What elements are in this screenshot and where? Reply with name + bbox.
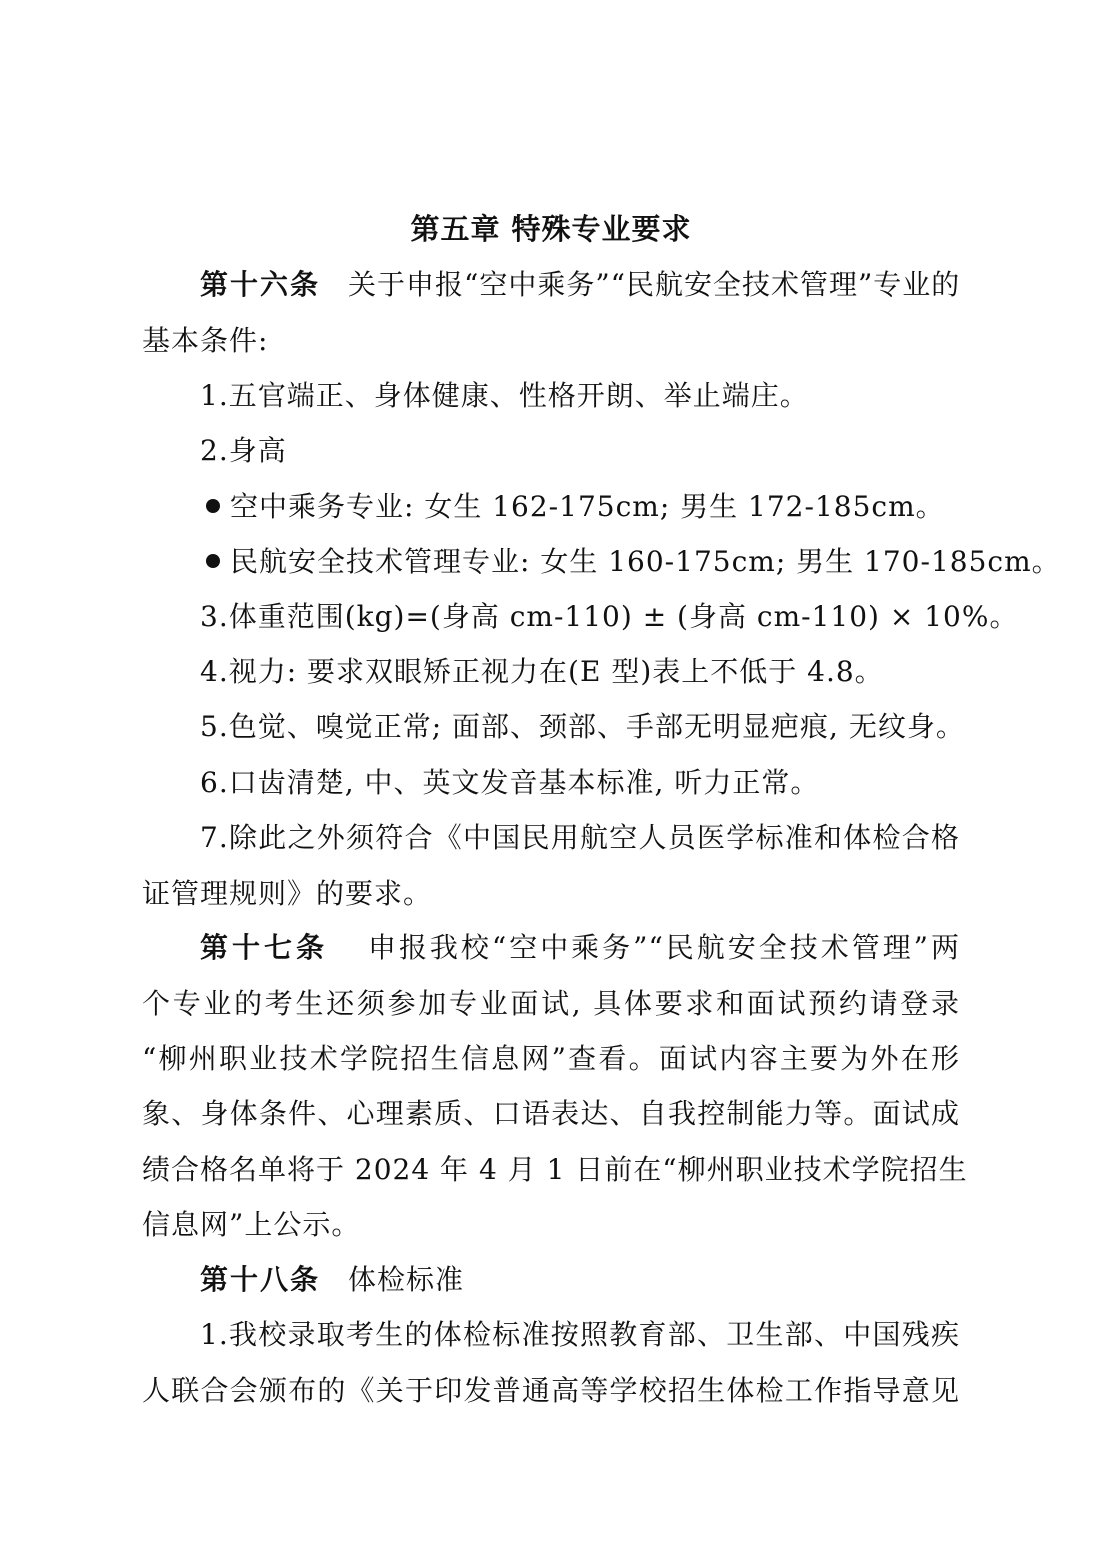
article-16-item-4: 4.视力: 要求双眼矫正视力在(E 型)表上不低于 4.8。 <box>200 655 884 688</box>
article-16-first-line <box>200 267 960 303</box>
article-17-text-line-1: 申报我校“空中乘务”“民航安全技术管理”两 <box>367 931 960 964</box>
article-18-title: 体检标准 <box>348 1263 465 1296</box>
article-16-item-2: 2.身高 <box>200 434 287 467</box>
article-17-text-line-5: 绩合格名单将于 2024 年 4 月 1 日前在“柳州职业技术学院招生 <box>142 1153 968 1186</box>
article-18-text-line-1: 1.我校录取考生的体检标准按照教育部、卫生部、中国残疾 <box>200 1318 960 1351</box>
height-bullet-flight-attendant <box>206 489 976 525</box>
article-17-text-line-4: 象、身体条件、心理素质、口语表达、自我控制能力等。面试成 <box>142 1097 960 1130</box>
article-16-item-3: 3.体重范围(kg)=(身高 cm-110) ± (身高 cm-110) × 10%。 <box>200 600 1019 633</box>
article-17-first-line <box>200 930 960 966</box>
article-16-item-5: 5.色觉、嗅觉正常; 面部、颈部、手部无明显疤痕, 无纹身。 <box>200 710 965 743</box>
article-18-heading-line <box>200 1262 960 1298</box>
height-bullet-aviation-safety-text: 民航安全技术管理专业: 女生 160-175cm; 男生 170-185cm。 <box>230 545 1061 578</box>
article-16-item-7-line-2: 证管理规则》的要求。 <box>142 877 433 910</box>
article-18-label: 第十八条 <box>200 1263 321 1296</box>
article-16-text-line-1: 关于申报“空中乘务”“民航安全技术管理”专业的 <box>348 268 961 301</box>
article-17-label: 第十七条 <box>200 931 328 964</box>
article-16-item-1: 1.五官端正、身体健康、性格开朗、举止端庄。 <box>200 379 809 412</box>
article-16-item-6: 6.口齿清楚, 中、英文发音基本标准, 听力正常。 <box>200 766 820 799</box>
article-16-label: 第十六条 <box>200 268 321 301</box>
article-17-text-line-2: 个专业的考生还须参加专业面试, 具体要求和面试预约请登录 <box>142 987 960 1020</box>
article-16-item-7-line-1: 7.除此之外须符合《中国民用航空人员医学标准和体检合格 <box>200 821 960 854</box>
height-bullet-aviation-safety <box>206 544 1061 580</box>
chapter-title: 第五章 特殊专业要求 <box>410 212 692 246</box>
article-17-text-line-3: “柳州职业技术学院招生信息网”查看。面试内容主要为外在形 <box>142 1042 960 1075</box>
article-18-text-line-2: 人联合会颁布的《关于印发普通高等学校招生体检工作指导意见 <box>142 1374 960 1407</box>
height-bullet-flight-attendant-text: 空中乘务专业: 女生 162-175cm; 男生 172-185cm。 <box>230 490 945 523</box>
article-16-text-line-2: 基本条件: <box>142 324 269 357</box>
bullet-dot <box>206 554 220 568</box>
bullet-dot <box>206 499 220 513</box>
article-17-text-line-6: 信息网”上公示。 <box>142 1208 361 1241</box>
